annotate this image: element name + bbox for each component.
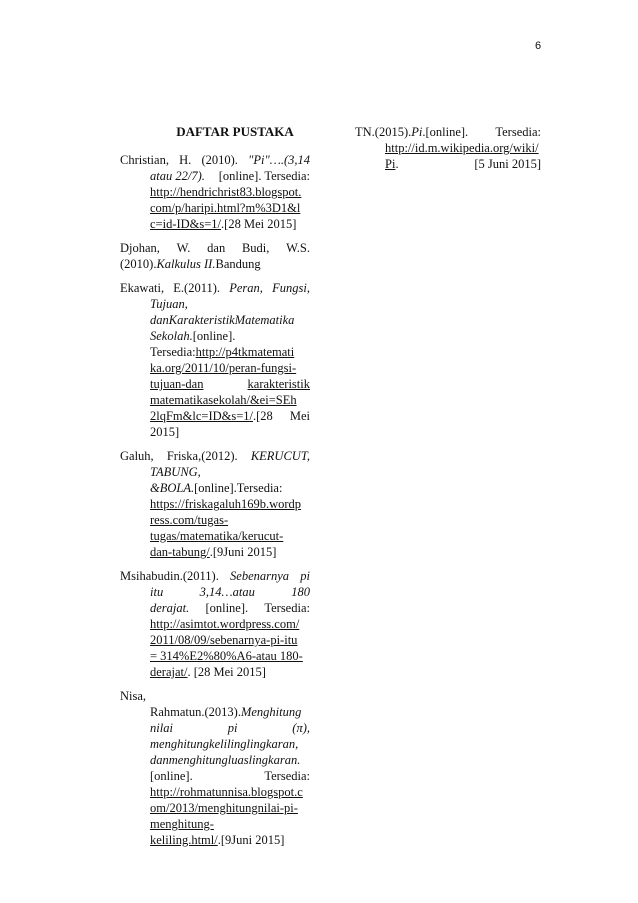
ref-link[interactable]: menghitung- [150,817,214,831]
ref-line: TN.(2015).Pi.[online]. Tersedia: [355,125,541,139]
ref-line: Ekawati, E.(2011). Peran, Fungsi, [120,281,310,295]
ref-line: TABUNG, [150,465,201,479]
ref-line: derajat/. [28 Mei 2015] [150,665,266,679]
ref-line: keliling.html/.[9Juni 2015] [150,833,285,847]
ref-line: dan-tabung/.[9Juni 2015] [150,545,277,559]
ref-line: Rahmatun.(2013).Menghitung [150,705,302,719]
ref-link[interactable]: matematikasekolah/&ei=SEh [150,393,297,407]
ref-line: Djohan, W. dan Budi, W.S. [120,241,310,255]
left-column [120,124,310,856]
ref-line: [online]. Tersedia: [150,769,310,783]
page-number: 6 [535,40,542,52]
page-title: DAFTAR PUSTAKA [176,124,294,139]
ref-line: derajat. [online]. Tersedia: [150,601,310,615]
ref-line: Pi. [5 Juni 2015] [385,157,541,171]
ref-line: atau 22/7). [online]. Tersedia: [150,169,310,183]
ref-line: &BOLA.[online].Tersedia: [150,481,283,495]
right-column [355,124,541,180]
ref-line: menghitungkelilinglingkaran, [150,737,299,751]
ref-link[interactable]: http://p4tkmatemati [195,345,295,359]
reference-christian [120,152,310,232]
ref-link[interactable]: derajat/ [150,665,188,679]
ref-link[interactable]: com/p/haripi.html?m%3D1&l [150,201,301,215]
ref-link[interactable]: Pi [385,157,396,171]
ref-link[interactable]: dan-tabung/ [150,545,210,559]
ref-line: Msihabudin.(2011). Sebenarnya pi [120,569,310,583]
ref-line: nilai pi (π), [150,721,310,735]
ref-link[interactable]: http://rohmatunnisa.blogspot.c [150,785,303,799]
ref-link[interactable]: 2lqFm&lc=ID&s=1/ [150,409,253,423]
ref-line: 2015] [150,425,180,439]
ref-link[interactable]: c=id-ID&s=1/ [150,217,222,231]
ref-link[interactable]: ka.org/2011/10/peran-fungsi- [150,361,297,375]
ref-link[interactable]: keliling.html/ [150,833,218,847]
ref-link[interactable]: tugas/matematika/kerucut- [150,529,284,543]
reference-djohan [120,240,310,272]
ref-link[interactable]: 2011/08/09/sebenarnya-pi-itu [150,633,298,647]
ref-line: (2010).Kalkulus II.Bandung [120,257,261,271]
reference-nisa [120,688,310,848]
ref-line: Christian, H. (2010). "Pi"….(3,14 [120,153,310,167]
ref-link[interactable]: = 314%E2%80%A6-atau 180- [150,649,303,663]
ref-line: itu 3,14…atau 180 [150,585,310,599]
ref-line: Nisa, [120,689,147,703]
ref-line: c=id-ID&s=1/.[28 Mei 2015] [150,217,297,231]
ref-line: danKarakteristikMatematika [150,313,295,327]
reference-msihabudin [120,568,310,680]
ref-link[interactable]: https://friskagaluh169b.wordp [150,497,302,511]
ref-link[interactable]: http://asimtot.wordpress.com/ [150,617,300,631]
ref-line: Tersedia:http://p4tkmatemati [150,345,295,359]
reference-tn [355,124,541,172]
reference-galuh [120,448,310,560]
ref-link[interactable]: ress.com/tugas- [150,513,229,527]
ref-link[interactable]: http://hendrichrist83.blogspot. [150,185,302,199]
ref-link[interactable]: http://id.m.wikipedia.org/wiki/ [385,141,539,155]
ref-link[interactable]: tujuan-dan karakteristik [150,377,310,391]
ref-link[interactable]: om/2013/menghitungnilai-pi- [150,801,298,815]
reference-ekawati [120,280,310,440]
ref-line: Galuh, Friska,(2012). KERUCUT, [120,449,310,463]
ref-line: 2lqFm&lc=ID&s=1/.[28 Mei [150,409,310,423]
ref-line: Tujuan, [150,297,188,311]
ref-line: danmenghitungluaslingkaran. [150,753,301,767]
ref-line: Sekolah.[online]. [150,329,236,343]
